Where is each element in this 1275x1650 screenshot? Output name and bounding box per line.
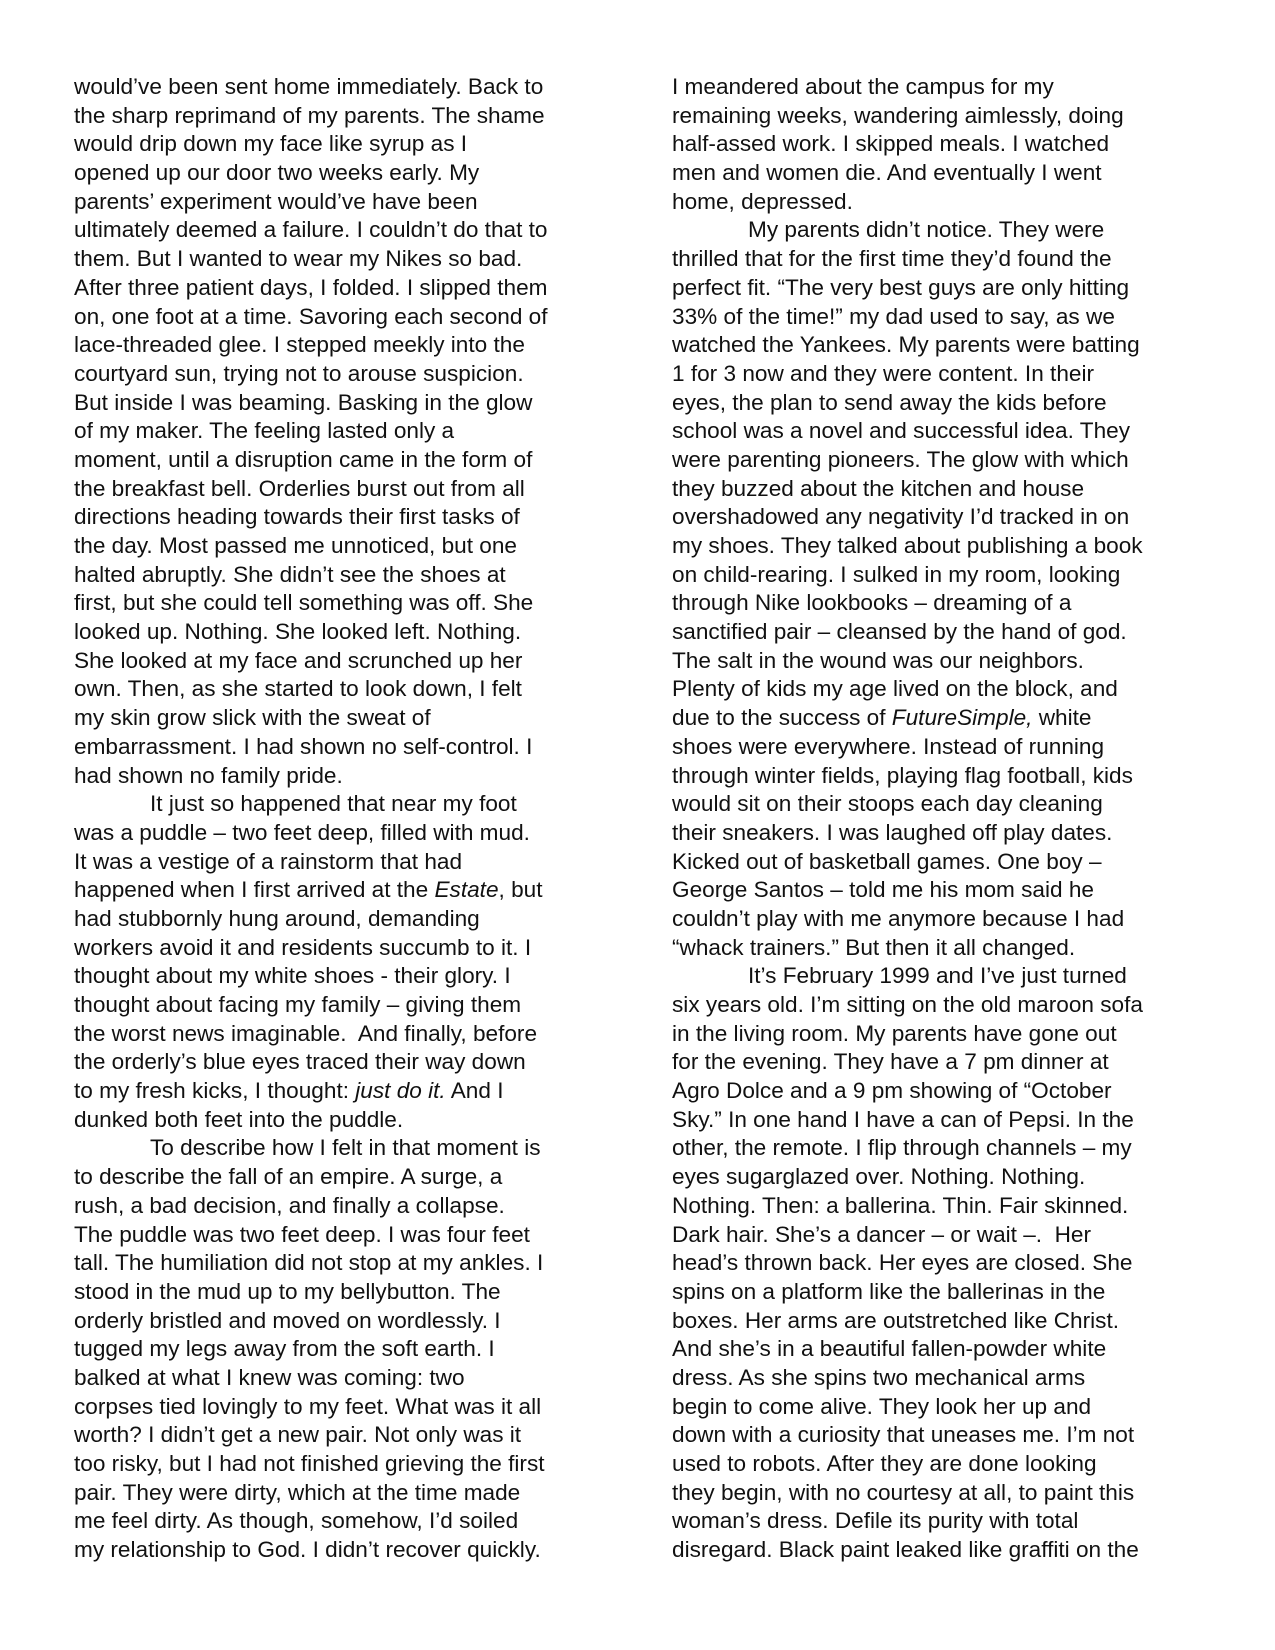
text-segment: But inside I was beaming. Basking in the glow (74, 389, 533, 415)
text-line (74, 1364, 586, 1393)
text-segment: “whack trainers.” But then it all changed. (672, 934, 1076, 960)
text-line (672, 303, 1184, 332)
text-line (672, 704, 1184, 733)
text-segment: tall. The humiliation did not stop at my ankles. I (74, 1250, 544, 1276)
italic-text: FutureSimple, (891, 705, 1033, 731)
text-segment: She looked at my face and scrunched up her (74, 647, 523, 673)
text-line (672, 73, 1184, 102)
text-line (74, 819, 586, 848)
text-line (672, 618, 1184, 647)
text-segment: The puddle was two feet deep. I was four feet (74, 1221, 530, 1247)
text-segment: dunked both feet into the puddle. (74, 1106, 404, 1132)
text-line (74, 991, 586, 1020)
text-line (74, 303, 586, 332)
text-line (672, 1077, 1184, 1106)
text-segment: through winter fields, playing flag football, kids (672, 762, 1133, 788)
text-segment: Agro Dolce and a 9 pm showing of “October (672, 1078, 1112, 1104)
text-segment: It was a vestige of a rainstorm that had (74, 848, 463, 874)
text-line (672, 1421, 1184, 1450)
text-line (672, 647, 1184, 676)
text-line (672, 561, 1184, 590)
text-segment: watched the Yankees. My parents were batting (672, 332, 1140, 358)
text-line (74, 1536, 586, 1565)
text-line (672, 790, 1184, 819)
text-segment: thought about my white shoes - their glory. I (74, 963, 511, 989)
text-line (74, 446, 586, 475)
text-segment: the sharp reprimand of my parents. The shame (74, 102, 545, 128)
text-line (74, 1450, 586, 1479)
text-segment: rush, a bad decision, and finally a collapse. (74, 1192, 505, 1218)
text-line (672, 274, 1184, 303)
text-segment: my relationship to God. I didn’t recover quickly. (74, 1537, 541, 1563)
text-line (672, 216, 1184, 245)
text-line (74, 876, 586, 905)
text-line (74, 962, 586, 991)
text-line (672, 188, 1184, 217)
text-line (74, 503, 586, 532)
text-segment: couldn’t play with me anymore because I had (672, 905, 1125, 931)
text-segment: George Santos – told me his mom said he (672, 877, 1094, 903)
text-line (672, 1450, 1184, 1479)
text-segment: my shoes. They talked about publishing a book (672, 533, 1143, 558)
text-line (672, 1307, 1184, 1336)
text-segment: Sky.” In one hand I have a can of Pepsi. In the (672, 1106, 1134, 1132)
text-line (672, 589, 1184, 618)
text-line (672, 1221, 1184, 1250)
text-segment: Kicked out of basketball games. One boy – (672, 848, 1102, 874)
text-segment: the worst news imaginable. And finally, before (74, 1020, 538, 1046)
text-segment: And I (445, 1078, 504, 1104)
text-line (672, 1536, 1184, 1565)
text-line (74, 274, 586, 303)
text-line (672, 934, 1184, 963)
text-segment: perfect fit. “The very best guys are only hitting (672, 274, 1130, 300)
text-line (672, 503, 1184, 532)
text-segment: It’s February 1999 and I’ve just turned (748, 963, 1127, 989)
text-segment: My parents didn’t notice. They were (748, 217, 1105, 243)
text-line (672, 1393, 1184, 1422)
text-segment: After three patient days, I folded. I slipped them (74, 274, 548, 300)
text-segment: stood in the mud up to my bellybutton. The (74, 1278, 501, 1304)
text-segment: first, but she could tell something was off. She (74, 590, 534, 616)
text-segment: eyes, the plan to send away the kids before (672, 389, 1107, 415)
text-line (672, 1020, 1184, 1049)
text-line (74, 1134, 586, 1163)
text-line (74, 1421, 586, 1450)
text-line (672, 1364, 1184, 1393)
text-line (672, 331, 1184, 360)
text-line (672, 417, 1184, 446)
text-line (74, 245, 586, 274)
text-segment: shoes were everywhere. Instead of running (672, 733, 1105, 759)
text-line (672, 1192, 1184, 1221)
text-line (74, 790, 586, 819)
text-line (74, 1307, 586, 1336)
text-line (672, 1335, 1184, 1364)
text-line (672, 1479, 1184, 1508)
text-segment: courtyard sun, trying not to arouse suspicion. (74, 360, 524, 386)
text-segment: To describe how I felt in that moment is (150, 1135, 541, 1161)
text-segment: Dark hair. She’s a dancer – or wait –. Her (672, 1221, 1092, 1247)
text-line (672, 733, 1184, 762)
text-segment: would’ve been sent home immediately. Back to (74, 74, 544, 99)
text-line (74, 1192, 586, 1221)
text-line (672, 762, 1184, 791)
text-line (74, 73, 586, 102)
text-segment: happened when I first arrived at the (74, 877, 435, 903)
text-segment: own. Then, as she started to look down, I felt (74, 676, 522, 702)
text-line (74, 417, 586, 446)
text-segment: sanctified pair – cleansed by the hand of god. (672, 619, 1127, 645)
text-segment: And she’s in a beautiful fallen-powder white (672, 1336, 1107, 1362)
text-line (74, 331, 586, 360)
text-line (74, 389, 586, 418)
text-segment: the day. Most passed me unnoticed, but one (74, 533, 517, 558)
text-segment: spins on a platform like the ballerinas in the (672, 1278, 1106, 1304)
text-segment: overshadowed any negativity I’d tracked in on (672, 504, 1130, 530)
right-text-column (672, 73, 1184, 1565)
italic-text: just do it. (355, 1078, 446, 1104)
text-line (672, 991, 1184, 1020)
text-line (74, 762, 586, 791)
text-segment: remaining weeks, wandering aimlessly, doing (672, 102, 1124, 128)
text-segment: lace-threaded glee. I stepped meekly into the (74, 332, 525, 358)
text-line (672, 876, 1184, 905)
text-line (74, 159, 586, 188)
text-segment: would drip down my face like syrup as I (74, 131, 468, 157)
text-segment: men and women die. And eventually I went (672, 160, 1102, 186)
text-segment: looked up. Nothing. She looked left. Nothing. (74, 619, 522, 645)
text-segment: had stubbornly hung around, demanding (74, 905, 480, 931)
text-line (74, 130, 586, 159)
text-segment: corpses tied lovingly to my feet. What was it all (74, 1393, 542, 1419)
text-segment: parents’ experiment would’ve have been (74, 188, 478, 214)
text-segment: too risky, but I had not finished grieving the first (74, 1451, 545, 1476)
text-line (74, 1507, 586, 1536)
text-segment: white (1032, 705, 1092, 731)
text-line (74, 360, 586, 389)
text-line (672, 1249, 1184, 1278)
text-segment: 33% of the time!” my dad used to say, as we (672, 303, 1115, 329)
text-segment: directions heading towards their first tasks of (74, 504, 520, 530)
text-segment: orderly bristled and moved on wordlessly. I (74, 1307, 501, 1333)
text-segment: pair. They were dirty, which at the time made (74, 1479, 521, 1505)
left-text-column (74, 73, 586, 1565)
text-segment: in the living room. My parents have gone out (672, 1020, 1117, 1046)
text-segment: half-assed work. I skipped meals. I watched (672, 131, 1110, 157)
text-segment: school was a novel and successful idea. They (672, 418, 1130, 444)
text-segment: home, depressed. (672, 188, 853, 214)
text-line (74, 1479, 586, 1508)
text-segment: would sit on their stoops each day cleaning (672, 791, 1103, 817)
text-segment: I meandered about the campus for my (672, 74, 1054, 99)
text-segment: down with a curiosity that uneases me. I’m not (672, 1422, 1135, 1448)
text-line (74, 1278, 586, 1307)
text-line (74, 1020, 586, 1049)
text-line (74, 1163, 586, 1192)
text-segment: for the evening. They have a 7 pm dinner at (672, 1049, 1109, 1075)
text-segment: 1 for 3 now and they were content. In their (672, 360, 1095, 386)
text-segment: The salt in the wound was our neighbors. (672, 647, 1084, 673)
text-line (74, 1221, 586, 1250)
text-segment: worth? I didn’t get a new pair. Not only was it (74, 1422, 522, 1448)
text-segment: disregard. Black paint leaked like graffiti on the (672, 1537, 1139, 1563)
text-line (74, 647, 586, 676)
text-segment: other, the remote. I flip through channels – my (672, 1135, 1132, 1161)
text-line (672, 360, 1184, 389)
text-segment: moment, until a disruption came in the form of (74, 446, 533, 472)
text-segment: were parenting pioneers. The glow with which (672, 446, 1129, 472)
text-segment: the breakfast bell. Orderlies burst out from all (74, 475, 525, 501)
text-line (74, 848, 586, 877)
text-segment: balked at what I knew was coming: two (74, 1364, 465, 1390)
text-line (74, 905, 586, 934)
text-line (74, 475, 586, 504)
text-segment: thought about facing my family – giving them (74, 992, 522, 1017)
text-segment: tugged my legs away from the soft earth. I (74, 1336, 495, 1362)
text-segment: begin to come alive. They look her up and (672, 1393, 1092, 1419)
text-line (672, 848, 1184, 877)
text-segment: my skin grow slick with the sweat of (74, 705, 431, 731)
text-segment: had shown no family pride. (74, 762, 343, 788)
text-segment: embarrassment. I had shown no self-control. I (74, 733, 533, 759)
text-segment: them. But I wanted to wear my Nikes so bad. (74, 246, 523, 272)
text-segment: on, one foot at a time. Savoring each second of (74, 303, 548, 329)
text-line (672, 475, 1184, 504)
text-line (74, 1077, 586, 1106)
text-line (74, 561, 586, 590)
text-line (672, 1507, 1184, 1536)
italic-text: Estate (434, 877, 499, 903)
text-segment: of my maker. The feeling lasted only a (74, 418, 455, 444)
text-segment: me feel dirty. As though, somehow, I’d soiled (74, 1508, 519, 1534)
text-segment: dress. As she spins two mechanical arms (672, 1364, 1086, 1390)
text-segment: workers avoid it and residents succumb to it. I (74, 934, 532, 960)
text-line (672, 1134, 1184, 1163)
text-line (672, 159, 1184, 188)
text-line (74, 733, 586, 762)
text-segment: on child-rearing. I sulked in my room, looking (672, 561, 1121, 587)
text-line (672, 675, 1184, 704)
text-segment: was a puddle – two feet deep, filled with mud. (74, 819, 530, 845)
text-segment: eyes sugarglazed over. Nothing. Nothing. (672, 1164, 1086, 1190)
text-line (74, 102, 586, 131)
text-segment: head’s thrown back. Her eyes are closed. She (672, 1250, 1133, 1276)
text-segment: ultimately deemed a failure. I couldn’t do that to (74, 217, 548, 243)
text-segment: woman’s dress. Defile its purity with total (672, 1508, 1079, 1534)
text-line (74, 532, 586, 561)
text-line (672, 819, 1184, 848)
text-segment: through Nike lookbooks – dreaming of a (672, 590, 1072, 616)
text-line (74, 1393, 586, 1422)
text-line (74, 1335, 586, 1364)
text-segment: opened up our door two weeks early. My (74, 160, 480, 186)
text-line (672, 389, 1184, 418)
text-line (74, 618, 586, 647)
text-line (74, 1106, 586, 1135)
text-segment: due to the success of (672, 705, 892, 731)
text-segment: their sneakers. I was laughed off play dates. (672, 819, 1113, 845)
text-line (672, 130, 1184, 159)
text-line (74, 216, 586, 245)
text-line (74, 934, 586, 963)
text-segment: thrilled that for the first time they’d found the (672, 246, 1112, 272)
text-line (672, 1048, 1184, 1077)
text-line (672, 1278, 1184, 1307)
text-segment: to describe the fall of an empire. A surge, a (74, 1164, 503, 1190)
text-line (74, 1249, 586, 1278)
text-segment: , but (498, 877, 543, 903)
text-line (672, 1106, 1184, 1135)
text-segment: they buzzed about the kitchen and house (672, 475, 1085, 501)
text-line (672, 446, 1184, 475)
text-segment: Plenty of kids my age lived on the block, and (672, 676, 1118, 702)
text-line (74, 675, 586, 704)
text-line (672, 245, 1184, 274)
text-line (74, 589, 586, 618)
text-segment: to my fresh kicks, I thought: (74, 1078, 356, 1104)
text-line (672, 905, 1184, 934)
text-line (672, 532, 1184, 561)
text-segment: they begin, with no courtesy at all, to paint this (672, 1479, 1135, 1505)
text-segment: It just so happened that near my foot (150, 791, 517, 817)
text-segment: six years old. I’m sitting on the old maroon sofa (672, 992, 1143, 1017)
text-segment: boxes. Her arms are outstretched like Christ. (672, 1307, 1120, 1333)
text-line (74, 188, 586, 217)
text-line (74, 704, 586, 733)
text-segment: Nothing. Then: a ballerina. Thin. Fair skinned. (672, 1192, 1129, 1218)
text-segment: halted abruptly. She didn’t see the shoes at (74, 561, 506, 587)
text-line (672, 102, 1184, 131)
text-line (74, 1048, 586, 1077)
text-line (672, 1163, 1184, 1192)
text-segment: used to robots. After they are done looking (672, 1451, 1097, 1476)
text-segment: the orderly’s blue eyes traced their way down (74, 1049, 526, 1075)
text-line (672, 962, 1184, 991)
